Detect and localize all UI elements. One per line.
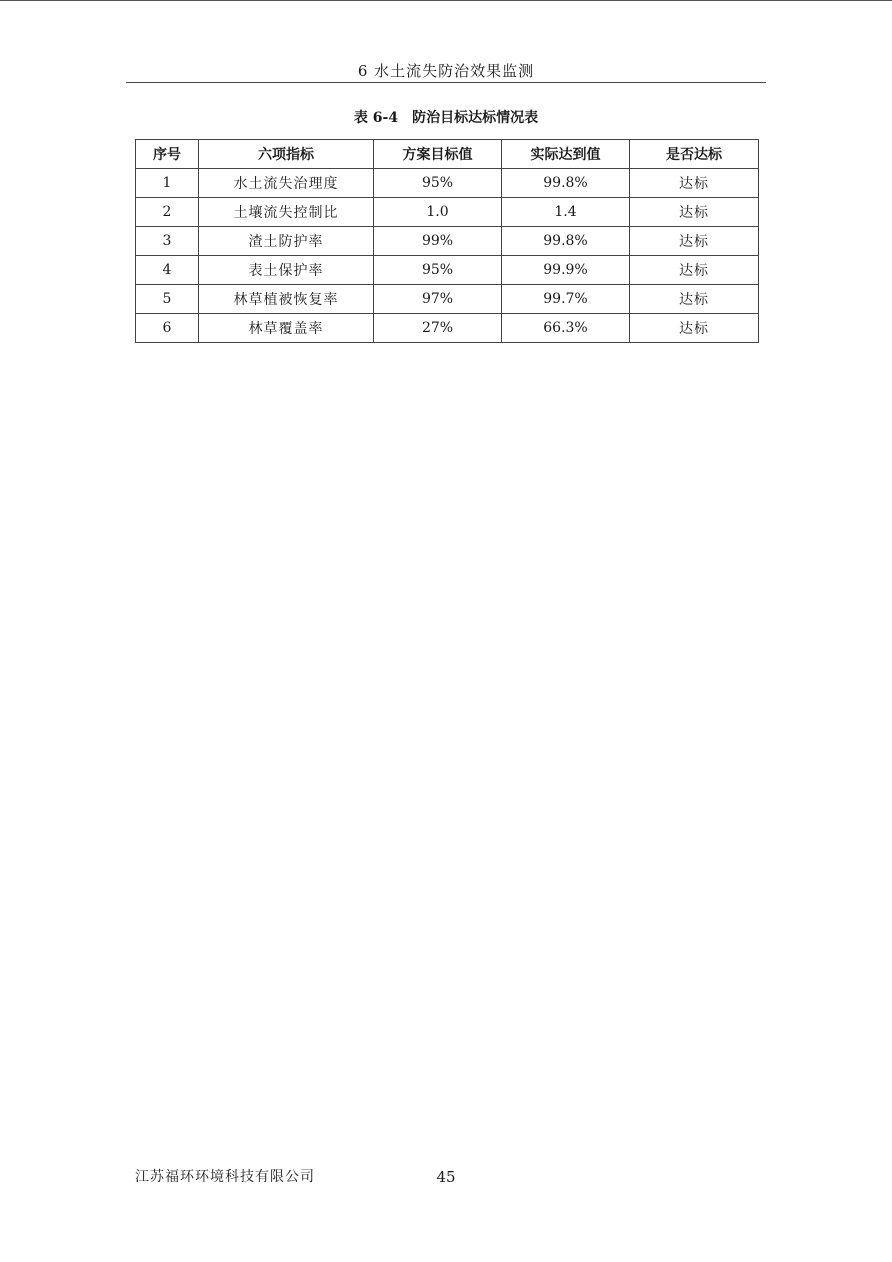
page-number: 45 xyxy=(436,1168,456,1186)
cell-indicator: 林草覆盖率 xyxy=(199,314,374,343)
table-row xyxy=(136,227,759,256)
page-top-border xyxy=(0,0,892,1)
cell-index: 3 xyxy=(136,227,199,256)
table-row xyxy=(136,256,759,285)
cell-indicator: 水土流失治理度 xyxy=(199,169,374,198)
cell-index: 1 xyxy=(136,169,199,198)
cell-met: 达标 xyxy=(630,198,759,227)
cell-actual-value: 99.9% xyxy=(502,256,630,285)
cell-actual-value: 99.8% xyxy=(502,227,630,256)
cell-planned-value: 27% xyxy=(374,314,502,343)
table-header-row xyxy=(136,140,759,169)
footer-company-name: 江苏福环环境科技有限公司 xyxy=(135,1169,315,1185)
cell-met: 达标 xyxy=(630,227,759,256)
column-header-planned-value: 方案目标值 xyxy=(374,140,502,169)
cell-met: 达标 xyxy=(630,285,759,314)
cell-actual-value: 99.7% xyxy=(502,285,630,314)
running-header: 6 水土流失防治效果监测 xyxy=(357,62,535,80)
column-header-met: 是否达标 xyxy=(630,140,759,169)
table-row xyxy=(136,198,759,227)
cell-planned-value: 95% xyxy=(374,169,502,198)
cell-index: 4 xyxy=(136,256,199,285)
cell-actual-value: 99.8% xyxy=(502,169,630,198)
target-achievement-table xyxy=(135,139,759,343)
column-header-indicator: 六项指标 xyxy=(199,140,374,169)
column-header-actual-value: 实际达到值 xyxy=(502,140,630,169)
cell-indicator: 土壤流失控制比 xyxy=(199,198,374,227)
cell-planned-value: 95% xyxy=(374,256,502,285)
cell-met: 达标 xyxy=(630,314,759,343)
table-row xyxy=(136,314,759,343)
table-caption-number: 表 6-4 xyxy=(353,110,399,126)
header-rule xyxy=(126,82,766,83)
cell-indicator: 表土保护率 xyxy=(199,256,374,285)
cell-index: 6 xyxy=(136,314,199,343)
cell-met: 达标 xyxy=(630,256,759,285)
table-caption-title: 防治目标达标情况表 xyxy=(412,110,539,126)
cell-actual-value: 66.3% xyxy=(502,314,630,343)
cell-planned-value: 1.0 xyxy=(374,198,502,227)
cell-met: 达标 xyxy=(630,169,759,198)
column-header-index: 序号 xyxy=(136,140,199,169)
cell-actual-value: 1.4 xyxy=(502,198,630,227)
cell-index: 2 xyxy=(136,198,199,227)
table-row xyxy=(136,169,759,198)
cell-planned-value: 97% xyxy=(374,285,502,314)
cell-indicator: 渣土防护率 xyxy=(199,227,374,256)
cell-indicator: 林草植被恢复率 xyxy=(199,285,374,314)
cell-index: 5 xyxy=(136,285,199,314)
table-caption xyxy=(126,107,766,129)
table-row xyxy=(136,285,759,314)
cell-planned-value: 99% xyxy=(374,227,502,256)
